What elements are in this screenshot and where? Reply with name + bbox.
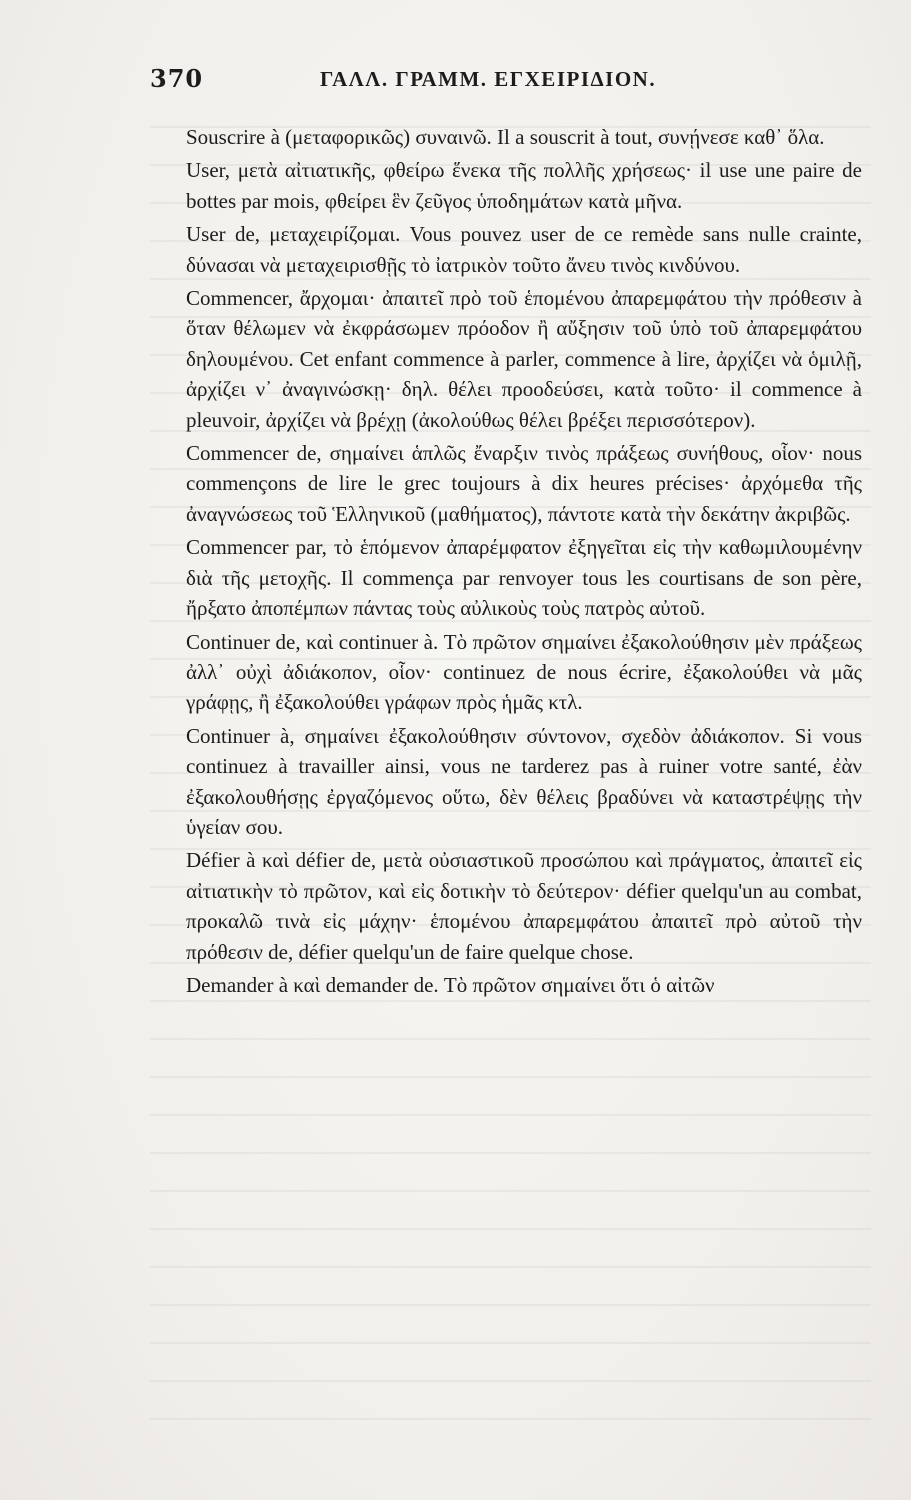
entry-defier: Défier à καὶ défier de, μετὰ οὐσιαστικοῦ προσώπου καὶ πράγματος, ἀπαιτεῖ εἰς αἰτιατικὴν τὸ πρῶτον, καὶ εἰς δοτικὴν τὸ δεύτερον· défier quelqu'un au combat, προκαλῶ τινὰ εἰς μάχην· ἑπομένου ἀπαρεμφάτου ἀπαιτεῖ πρὸ αὐτοῦ τὴν πρόθεσιν de, défier quelqu'un de faire quelque chose. <box>186 848 862 964</box>
entry-user-de: User de, μεταχειρίζομαι. Vous pouvez user de ce remède sans nulle crainte, δύνασαι νὰ μεταχειρισθῇς τὸ ἰατρικὸν τοῦτο ἄνευ τινὸς κινδύνου. <box>186 222 862 277</box>
entry-souscrire: Souscrire à (μεταφορικῶς) συναινῶ. Il a souscrit à tout, συνῄνεσε καθ᾽ ὅλα. <box>186 125 825 149</box>
entry-commencer: Commencer, ἄρχομαι· ἀπαιτεῖ πρὸ τοῦ ἑπομένου ἀπαρεμφάτου τὴν πρόθεσιν à ὅταν θέλωμεν νὰ ἐκφράσωμεν πρόοδον ἢ αὔξησιν τοῦ ὑπὸ τοῦ ἀπαρεμφάτου δηλουμένου. Cet enfant commence à parler, commence à lire, ἀρχίζει νὰ ὁμιλῇ, ἀρχίζει ν᾽ ἀναγινώσκῃ· δηλ. θέλει προοδεύσει, κατὰ τοῦτο· il commence à pleuvoir, ἀρχίζει νὰ βρέχῃ (ἀκολούθως θέλει βρέξει περισσότερον). <box>186 286 862 432</box>
running-head <box>150 64 866 104</box>
entry-commencer-par: Commencer par, τὸ ἑπόμενον ἀπαρέμφατον ἐξηγεῖται εἰς τὴν καθωμιλουμένην διὰ τῆς μετοχῆς. Il commença par renvoyer tous les courtisans de son père, ἤρξατο ἀποπέμπων πάντας τοὺς αὐλικοὺς τοὺς πατρὸς αὐτοῦ. <box>186 535 862 621</box>
entry-user: User, μετὰ αἰτιατικῆς, φθείρω ἕνεκα τῆς πολλῆς χρήσεως· il use une paire de bottes par mois, φθείρει ἓν ζεῦγος ὑποδημάτων κατὰ μῆνα. <box>186 158 862 213</box>
entry-continuer-a: Continuer à, σημαίνει ἐξακολούθησιν σύντονον, σχεδὸν ἀδιάκοπον. Si vous continuez à travailler ainsi, vous ne tarderez pas à ruiner votre santé, ἐὰν ἐξακολουθήσῃς ἐργαζόμενος οὕτω, δὲν θέλεις βραδύνει νὰ καταστρέψῃς τὴν ὑγείαν σου. <box>186 723 862 839</box>
header-title: ΓΑΛΛ. ΓΡΑΜΜ. ΕΓΧΕΙΡΙΔΙΟΝ. <box>320 67 657 91</box>
page-number: 370 <box>150 64 204 93</box>
entry-continuer-de: Continuer de, καὶ continuer à. Τὸ πρῶτον σημαίνει ἐξακολούθησιν μὲν πράξεως ἀλλ᾽ οὐχὶ ἀδιάκοπον, οἷον· continuez de nous écrire, ἐξακολούθει νὰ μᾶς γράφῃς, ἢ ἐξακολούθει γράφων πρὸς ἡμᾶς κτλ. <box>186 629 862 715</box>
entry-commencer-de: Commencer de, σημαίνει ἁπλῶς ἔναρξιν τινὸς πράξεως συνήθους, οἷον· nous commençons de lire le grec toujours à dix heures précises· ἀρχόμεθα τῆς ἀναγνώσεως τοῦ Ἑλληνικοῦ (μαθήματος), πάντοτε κατὰ τὴν δεκάτην ἀκριβῶς. <box>186 441 862 526</box>
body-text <box>186 122 862 1003</box>
entry-demander: Demander à καὶ demander de. Τὸ πρῶτον σημαίνει ὅτι ὁ αἰτῶν <box>186 972 715 997</box>
